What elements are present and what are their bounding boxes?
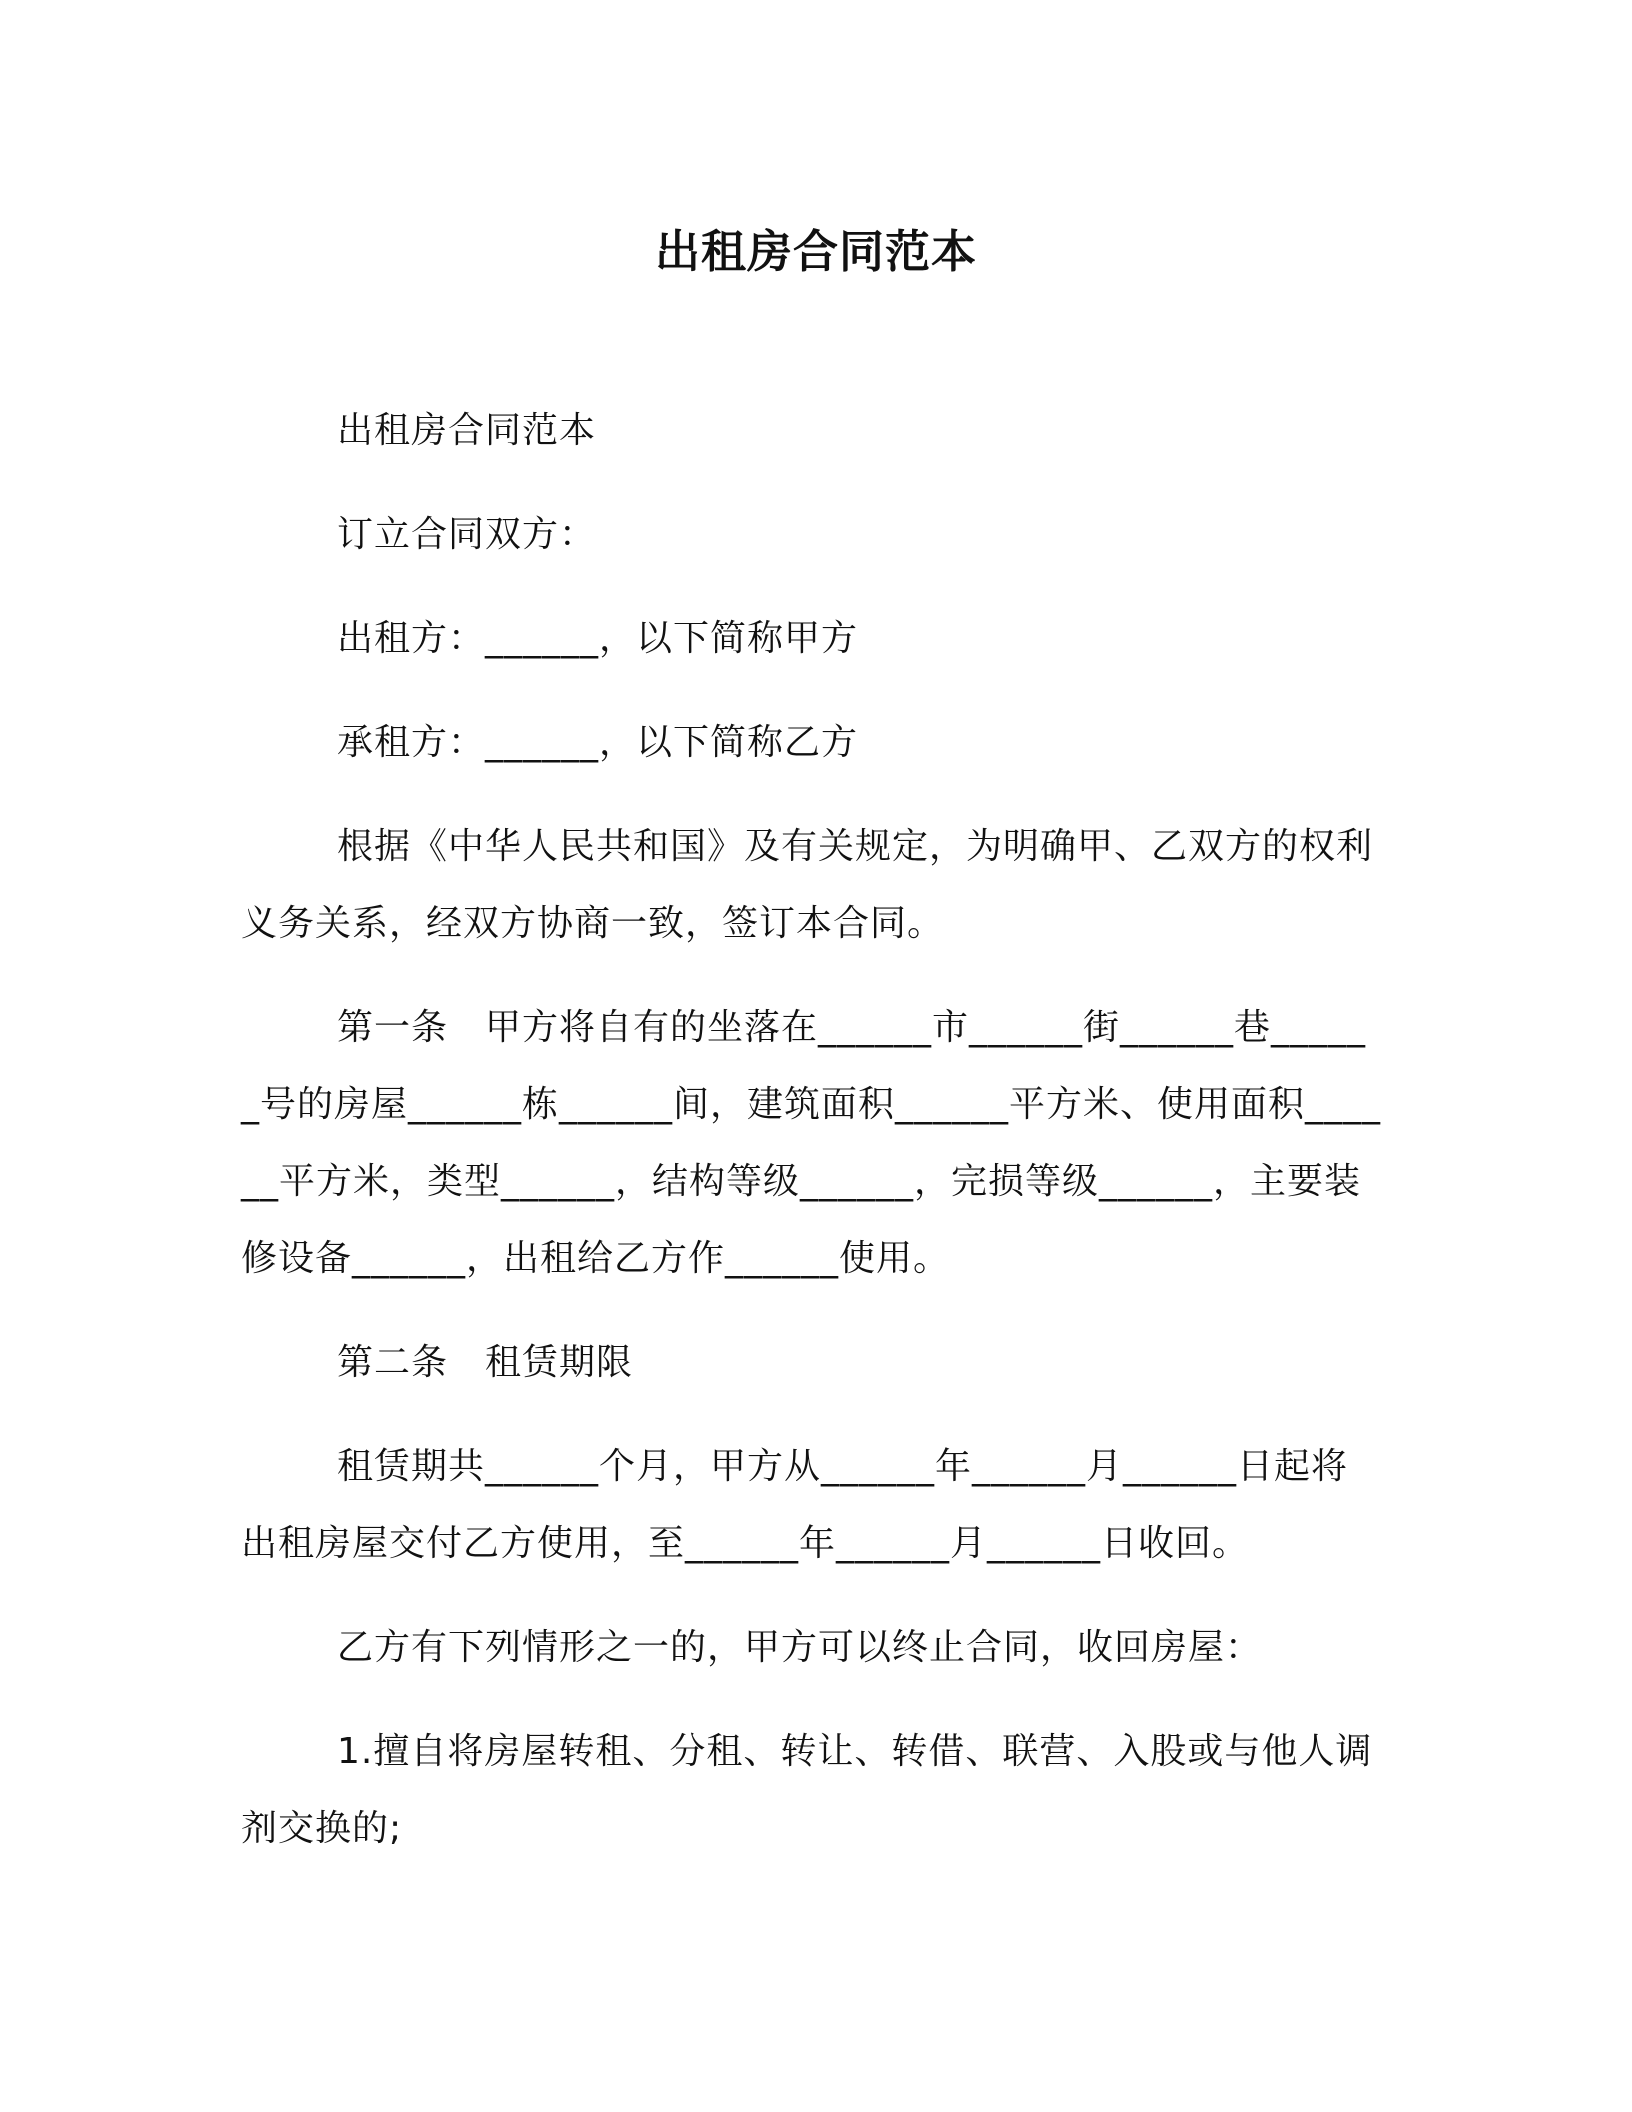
- paragraph-condition-1: 1.擅自将房屋转租、分租、转让、转借、联营、入股或与他人调剂交换的;: [241, 1731, 1373, 1849]
- paragraph-parties-heading: 订立合同双方：: [337, 514, 597, 555]
- paragraph-subtitle: 出租房合同范本: [337, 410, 597, 451]
- paragraph-preamble: 根据《中华人民共和国》及有关规定，为明确甲、乙双方的权利义务关系，经双方协商一致，签订本合同。: [241, 826, 1374, 944]
- paragraph-termination-conditions: 乙方有下列情形之一的，甲方可以终止合同，收回房屋：: [337, 1627, 1263, 1668]
- paragraph-lessor: 出租方：______，以下简称甲方: [337, 618, 859, 659]
- paragraph-lease-term: 租赁期共______个月，甲方从______年______月______日起将出租房屋交付乙方使用，至______年______月______日收回。: [241, 1446, 1349, 1564]
- document-body: [241, 392, 1381, 1894]
- paragraph-article-1: 第一条 甲方将自有的坐落在______市______街______巷______号的房屋______栋______间，建筑面积______平方米、使用面积______平方米，类型______，结构等级______，完损等级______，主要装修设备______，出租给乙方作______使用。: [241, 1007, 1382, 1279]
- paragraph-article-2-heading: 第二条 租赁期限: [337, 1342, 634, 1383]
- document-title: 出租房合同范本: [654, 225, 977, 278]
- paragraph-lessee: 承租方：______，以下简称乙方: [337, 722, 859, 763]
